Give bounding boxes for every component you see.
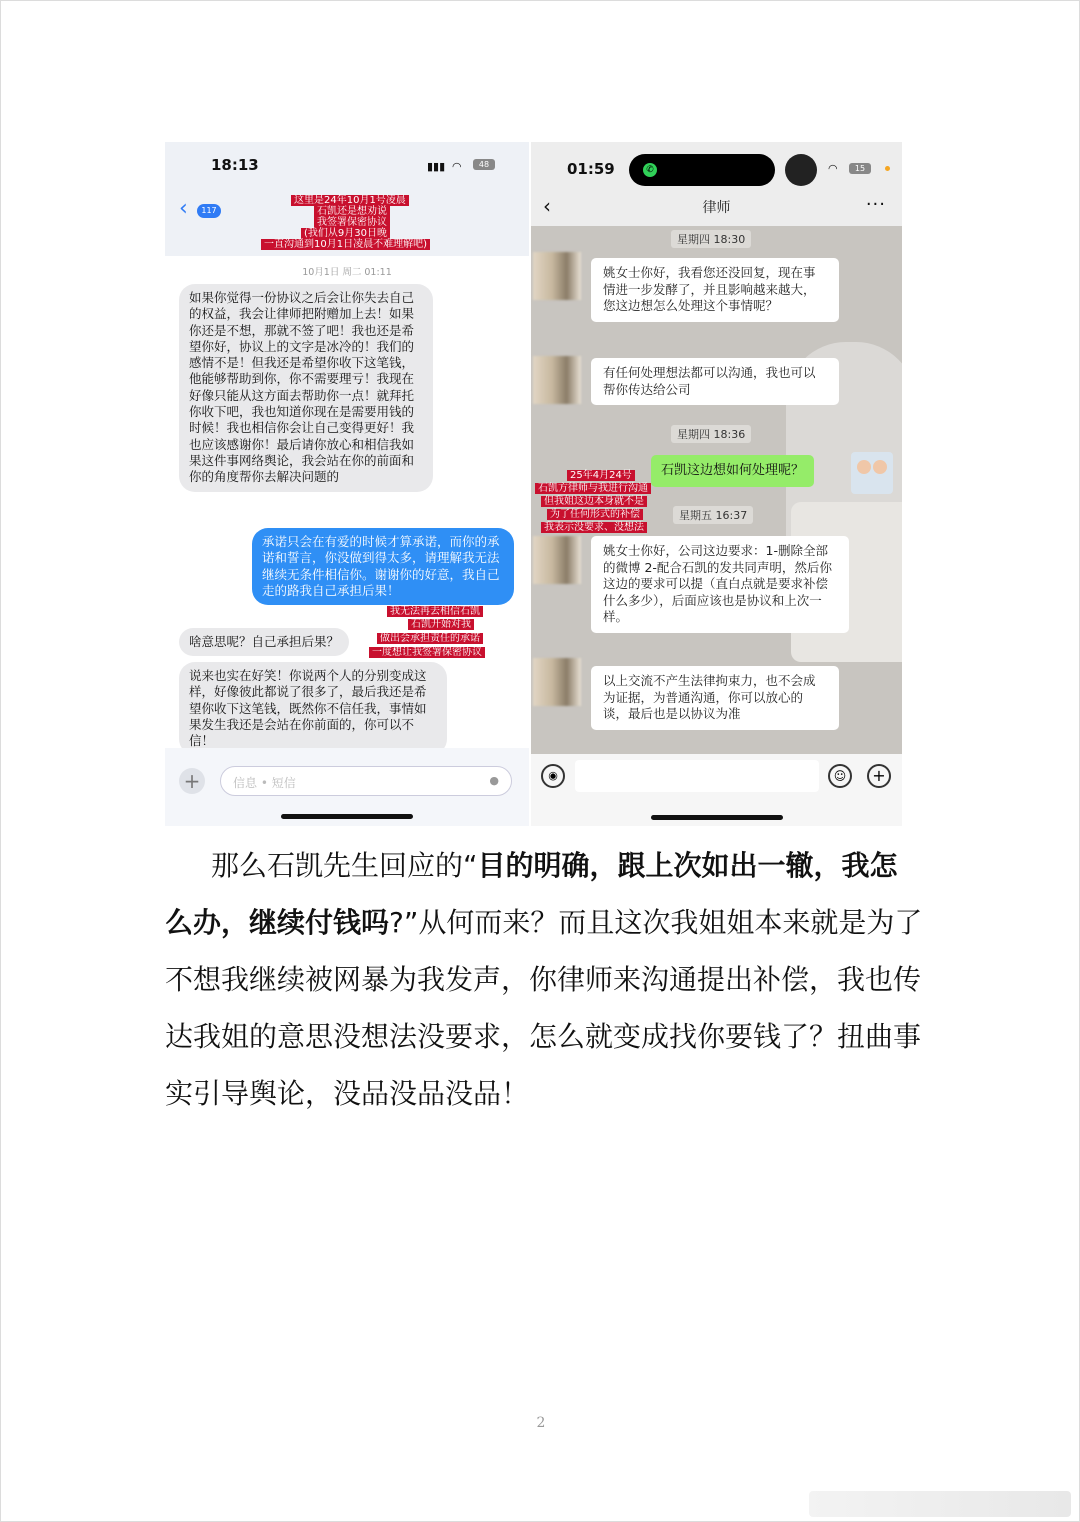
plus-icon[interactable]: + bbox=[867, 764, 891, 788]
message-date: 10月1日 周二 01:11 bbox=[302, 267, 392, 278]
received-message: 有任何处理想法都可以沟通，我也可以帮你传达给公司 bbox=[591, 358, 839, 405]
home-indicator bbox=[281, 814, 413, 819]
annotation-line: 一度想让我签署保密协议 bbox=[369, 647, 485, 658]
page-number: 2 bbox=[536, 1415, 546, 1431]
annotation-line: 石凯开始对我 bbox=[408, 619, 474, 630]
blurred-avatar bbox=[533, 658, 581, 706]
blurred-avatar bbox=[533, 356, 581, 404]
wifi-icon: ◠ bbox=[452, 160, 462, 173]
phone-call-icon: ✆ bbox=[643, 163, 657, 177]
battery-icon: 48 bbox=[473, 159, 495, 170]
paragraph-text: ?”从何而来？而且这次我姐姐本来就是为了不想我继续被网暴为我发声，你律师来沟通提出补偿，我也传达我姐的意思没想法没要求，怎么就变成找你要钱了？扭曲事实引导舆论，没品没品没品！ bbox=[165, 906, 923, 1110]
chat-input[interactable] bbox=[575, 760, 819, 792]
annotation-line: 但我姐这边本身就不是 bbox=[541, 496, 647, 507]
received-message: 姚女士你好，我看您还没回复，现在事情进一步发酵了，并且影响越来越大，您这边想怎么处理这个事情呢？ bbox=[591, 258, 839, 322]
emoji-icon[interactable]: ☺ bbox=[828, 764, 852, 788]
received-message: 如果你觉得一份协议之后会让你失去自己的权益，我会让律师把附赠加上去！如果你还是不想，那就不签了吧！我也还是希望你好，协议上的文字是冰冷的！我们的感情不是！但我还是希望你收下这笔钱，他能够帮助到你，你不需要理亏！我现在好像只能从这方面去帮助你一点！就拜托你收下吧，我也知道你现在是需要用钱的时候！我也相信你会让自己变得更好！我也应该感谢你！最后请你放心和相信我如果这件事网络舆论，我会站在你的前面和你的角度帮你去解决问题的 bbox=[179, 284, 433, 492]
more-options-icon[interactable]: ··· bbox=[865, 194, 886, 215]
annotation-line: 石凯还是想劝说 bbox=[314, 206, 390, 217]
blurred-avatar bbox=[533, 536, 581, 584]
annotation-line: 我表示没要求、没想法 bbox=[541, 522, 647, 533]
wifi-icon: ◠ bbox=[828, 162, 838, 175]
home-indicator bbox=[651, 815, 783, 820]
annotation-line: 做出会承担责任的承诺 bbox=[377, 633, 483, 644]
received-message: 说来也实在好笑！你说两个人的分别变成这样，好像彼此都说了很多了，最后我还是希望你收下这笔钱，既然你不信任我，事情如果发生我还是会站在你前面的，你可以不信！ bbox=[179, 662, 447, 755]
annotation-line: 我无法再去相信石凯 bbox=[387, 606, 483, 617]
chat-title: 律师 bbox=[702, 200, 731, 216]
dynamic-island bbox=[629, 154, 775, 186]
status-time: 18:13 bbox=[211, 156, 259, 174]
sent-message: 承诺只会在有爱的时候才算承诺，而你的承诺和誓言，你没做到得太多，请理解我无法继续无条件相信你。谢谢你的好意，我自己走的路我自己承担后果！ bbox=[252, 528, 514, 605]
annotation-line: 一直沟通到10月1日凌晨不难理解吧) bbox=[261, 239, 430, 250]
body-paragraph bbox=[165, 837, 925, 1122]
back-chevron-icon[interactable]: ‹ bbox=[543, 194, 551, 218]
microphone-icon[interactable]: ● bbox=[489, 774, 499, 787]
chat-timestamp: 星期四 18:30 bbox=[671, 230, 751, 248]
received-message: 啥意思呢？自己承担后果？ bbox=[179, 628, 349, 656]
back-chevron-icon[interactable]: ‹ bbox=[179, 196, 188, 221]
camera-indicator-icon bbox=[785, 154, 817, 186]
unread-badge[interactable]: 117 bbox=[197, 204, 221, 218]
privacy-dot bbox=[885, 166, 890, 171]
signal-icon: ▮▮▮ bbox=[427, 160, 446, 173]
annotation-line: 我签署保密协议 bbox=[314, 217, 390, 228]
annotation-line: (我们从9月30日晚 bbox=[301, 228, 390, 239]
quoted-bold-text: 目的明确，跟上次如出一辙，我怎么办，继续付钱吗 bbox=[165, 849, 898, 939]
annotation-line: 石凯方律师与我进行沟通 bbox=[535, 483, 651, 494]
blurred-avatar bbox=[533, 252, 581, 300]
plus-icon[interactable]: + bbox=[179, 768, 205, 794]
annotation-line: 这里是24年10月1号凌晨 bbox=[291, 195, 409, 206]
voice-icon[interactable]: ◉ bbox=[541, 764, 565, 788]
received-message: 以上交流不产生法律拘束力，也不会成为证据，为普通沟通，你可以放心的谈，最后也是以协议为准 bbox=[591, 666, 839, 730]
chat-timestamp: 星期五 16:37 bbox=[673, 506, 753, 524]
imessage-screenshot bbox=[165, 142, 529, 826]
sent-message: 石凯这边想如何处理呢？ bbox=[651, 455, 814, 487]
paragraph-text: 那么石凯先生回应的“ bbox=[211, 849, 478, 882]
battery-icon: 15 bbox=[849, 163, 871, 174]
user-avatar bbox=[851, 452, 893, 494]
message-input[interactable] bbox=[220, 766, 512, 796]
input-placeholder: 信息 • 短信 bbox=[233, 776, 296, 790]
wechat-screenshot bbox=[531, 142, 902, 826]
watermark bbox=[809, 1491, 1071, 1517]
annotation-line: 为了任何形式的补偿 bbox=[547, 509, 643, 520]
chat-timestamp: 星期四 18:36 bbox=[671, 425, 751, 443]
received-message: 姚女士你好，公司这边要求：1-删除全部的微博 2-配合石凯的发共同声明，然后你这边的要求可以提（直白点就是要求补偿什么多少），后面应该也是协议和上次一样。 bbox=[591, 536, 849, 633]
annotation-line: 25年4月24号 bbox=[567, 470, 635, 481]
status-time: 01:59 bbox=[567, 160, 615, 178]
